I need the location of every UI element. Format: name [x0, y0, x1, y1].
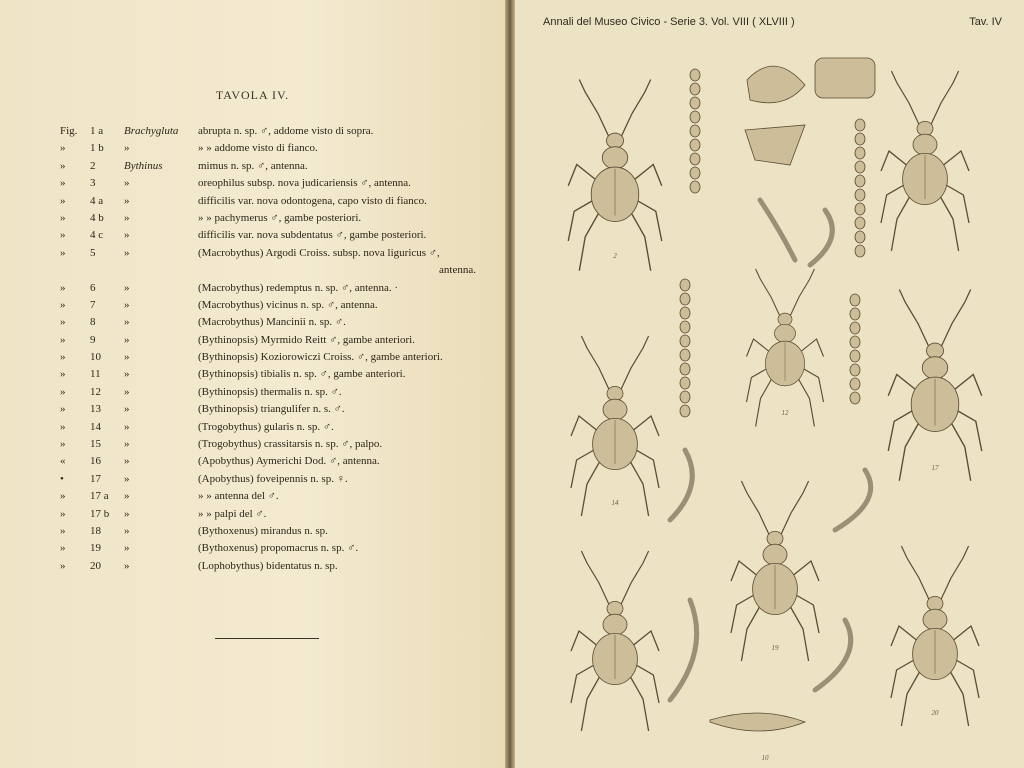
beetle-part — [633, 448, 659, 488]
legend-c3: » — [124, 298, 130, 311]
antenna-figure-2 — [690, 167, 700, 179]
legend-c4: (Bythinopsis) triangulifer n. s. ♂. — [198, 403, 345, 416]
beetle-part — [630, 211, 650, 271]
legend-c1: » — [60, 368, 66, 381]
beetle-part — [899, 290, 930, 350]
legend-row — [60, 334, 480, 351]
beetle-part — [939, 195, 958, 251]
beetle-part — [775, 324, 796, 342]
antenna-figure-17a — [850, 322, 860, 334]
legend-row — [60, 299, 480, 316]
legend-c2: 13 — [90, 403, 101, 416]
beetle-plate-illustration — [515, 0, 1024, 768]
beetle-part — [901, 670, 920, 726]
legend-c4: (Macrobythus) Mancinii n. sp. ♂. — [198, 316, 346, 329]
beetle-part — [620, 551, 649, 607]
legend-row — [60, 229, 480, 246]
beetle-figure-20 — [891, 546, 979, 726]
legend-c4: (Macrobythus) vicinus n. sp. ♂, antenna. — [198, 298, 378, 311]
beetle-part — [767, 531, 783, 545]
beetle-part — [747, 367, 770, 402]
beetle-part — [634, 199, 662, 242]
legend-c3: » — [124, 438, 130, 451]
antenna-figure-10 — [680, 391, 690, 403]
antenna-figure-2 — [690, 97, 700, 109]
legend-c3: » — [124, 351, 130, 364]
beetle-part — [579, 80, 610, 140]
antenna-figure-6 — [855, 161, 865, 173]
legend-c4: (Bythinopsis) Myrmido Reitt ♂, gambe anteriori. — [198, 333, 415, 346]
antenna-figure-6 — [855, 175, 865, 187]
legend-c1: Fig. — [60, 125, 78, 137]
antenna-figure-10 — [680, 279, 690, 291]
legend-c4: » » antenna del ♂. — [198, 490, 279, 503]
legend-c3: » — [124, 490, 130, 503]
leg-sketch-1 — [810, 210, 832, 265]
legend-c1: » — [60, 229, 66, 242]
beetle-part — [756, 269, 781, 318]
antenna-figure-10 — [680, 293, 690, 305]
legend-c1: » — [60, 211, 66, 224]
beetle-part — [798, 378, 815, 427]
antenna-figure-17a — [850, 308, 860, 320]
legend-c2: 8 — [90, 316, 96, 329]
legend-c2: 19 — [90, 542, 101, 555]
legend-c4: difficilis var. nova subdentatus ♂, gambe posteriori. — [198, 229, 427, 242]
legend-c3: » — [124, 559, 130, 572]
beetle-part — [579, 211, 599, 271]
legend-c1: » — [60, 177, 66, 190]
beetle-part — [949, 670, 968, 726]
antenna-figure-6 — [855, 203, 865, 215]
legend-c2: 18 — [90, 524, 101, 537]
legend-c4: mimus n. sp. ♂, antenna. — [198, 159, 308, 172]
legend-c3: » — [124, 385, 130, 398]
beetle-part — [881, 183, 907, 223]
legend-c4: (Lophobythus) bidentatus n. sp. — [198, 559, 338, 572]
legend-row — [60, 247, 480, 264]
beetle-part — [940, 546, 969, 602]
beetle-part — [603, 399, 627, 420]
legend-c4: (Bythinopsis) Koziorowiczi Croiss. ♂, gambe anteriori. — [198, 351, 443, 364]
figure-number: 14 — [611, 499, 619, 507]
figure-number: 19 — [771, 644, 779, 652]
beetle-part — [607, 386, 623, 400]
beetle-part — [756, 378, 773, 427]
legend-c3: » — [124, 281, 130, 294]
antenna-figure-17a — [850, 364, 860, 376]
antenna-figure-2 — [690, 83, 700, 95]
beetle-part — [607, 133, 624, 148]
beetle-part — [602, 147, 628, 169]
beetle-part — [891, 195, 910, 251]
legend-row — [60, 455, 480, 472]
legend-row — [60, 142, 480, 159]
legend-c3: » — [124, 542, 130, 555]
beetle-part — [620, 336, 649, 392]
legend-row — [60, 542, 480, 559]
antenna-figure-10 — [680, 307, 690, 319]
book-gutter — [505, 0, 515, 768]
legend-c2: 5 — [90, 246, 96, 259]
legend-c4: (Bythoxenus) propomacrus n. sp. ♂. — [198, 542, 359, 555]
legend-row — [60, 490, 480, 507]
beetle-part — [731, 593, 757, 633]
beetle-part — [888, 409, 916, 452]
legend-c2: 1 b — [90, 142, 104, 155]
beetle-part — [922, 357, 948, 379]
beetle-part — [891, 71, 920, 127]
legend-c2: 12 — [90, 385, 101, 398]
figure-number: 12 — [781, 409, 789, 417]
legend-row — [60, 160, 480, 177]
legend-c3: » — [124, 472, 130, 485]
legend-c4: (Macrobythus) redemptus n. sp. ♂, antenna. · — [198, 281, 399, 294]
antenna-figure-10 — [680, 349, 690, 361]
legend-c2: 17 a — [90, 490, 109, 503]
legend-c2: 3 — [90, 177, 96, 190]
legend-c1: » — [60, 385, 66, 398]
legend-c4: » » pachymerus ♂, gambe posteriori. — [198, 211, 362, 224]
antenna-figure-6 — [855, 147, 865, 159]
legend-row — [60, 195, 480, 212]
legend-c3: » — [124, 211, 130, 224]
leg-sketch-0 — [760, 200, 795, 260]
legend-c3: Brachygluta — [124, 125, 179, 137]
legend-c2: 4 a — [90, 194, 104, 207]
beetle-part — [581, 675, 600, 731]
beetle-part — [789, 605, 808, 661]
right-page — [515, 0, 1024, 768]
legend-c3: Bythinus — [124, 159, 163, 172]
legend-c2: 1 a — [90, 125, 104, 137]
legend-c2: 17 — [90, 472, 101, 485]
legend-c4: (Trogobythus) crassitarsis n. sp. ♂, palpo. — [198, 438, 383, 451]
beetle-part — [927, 343, 944, 358]
legend-c1: » — [60, 333, 66, 346]
beetle-part — [927, 596, 943, 610]
antenna-figure-10 — [680, 321, 690, 333]
legend-c1: » — [60, 420, 66, 433]
legend-c2: 4 b — [90, 211, 104, 224]
antenna-figure-2 — [690, 125, 700, 137]
legend-row — [60, 177, 480, 194]
legend-c2: 15 — [90, 438, 101, 451]
legend-c2: 4 c — [90, 229, 104, 242]
figure-legend — [60, 125, 480, 577]
antenna-figure-17a — [850, 294, 860, 306]
beetle-part — [780, 481, 809, 537]
legend-c4: (Bythinopsis) tibialis n. sp. ♂, gambe anteriori. — [198, 368, 406, 381]
beetle-part — [778, 313, 792, 326]
beetle-figure-2 — [881, 71, 969, 251]
legend-row — [60, 421, 480, 438]
antenna-figure-17a — [850, 350, 860, 362]
beetle-part — [793, 593, 819, 633]
antenna-figure-2 — [690, 181, 700, 193]
beetle-part — [954, 409, 982, 452]
beetle-part — [581, 551, 610, 607]
antenna-figure-10 — [680, 377, 690, 389]
legend-c4: (Bythinopsis) thermalis n. sp. ♂. — [198, 385, 342, 398]
beetle-figure-1 — [568, 80, 662, 271]
antenna-figure-10 — [680, 363, 690, 375]
legend-row — [60, 368, 480, 385]
legend-c2: 17 b — [90, 507, 110, 520]
beetle-part — [917, 121, 933, 135]
legend-c1: » — [60, 316, 66, 329]
beetle-part — [789, 269, 814, 318]
antenna-figure-17a — [850, 392, 860, 404]
beetle-part — [800, 367, 823, 402]
left-page — [0, 0, 505, 768]
legend-c4: (Trogobythus) gularis n. sp. ♂. — [198, 420, 334, 433]
legend-c1: » — [60, 142, 66, 155]
antenna-figure-6 — [855, 245, 865, 257]
legend-c1: » — [60, 159, 66, 172]
legend-c1: » — [60, 298, 66, 311]
legend-c2: 14 — [90, 420, 101, 433]
legend-c2: 11 — [90, 368, 101, 381]
beetle-part — [571, 663, 597, 703]
legend-c3: » — [124, 403, 130, 416]
legend-c1: » — [60, 351, 66, 364]
legend-c1: » — [60, 438, 66, 451]
beetle-part — [930, 71, 959, 127]
plate-title: TAVOLA IV. — [215, 88, 290, 102]
beetle-figure-19a — [571, 551, 659, 731]
leg-sketch-4 — [815, 620, 851, 690]
legend-c1: • — [60, 472, 64, 485]
legend-c2: 7 — [90, 298, 96, 311]
beetle-part — [899, 421, 919, 481]
figure-number: 17 — [931, 464, 939, 472]
legend-row — [60, 316, 480, 333]
closing-rule — [215, 638, 319, 639]
legend-c1: » — [60, 281, 66, 294]
beetle-part — [950, 421, 970, 481]
figure-number: 10 — [761, 754, 769, 762]
legend-c2: 16 — [90, 455, 101, 468]
legend-c3: » — [124, 368, 130, 381]
beetle-part — [943, 183, 969, 223]
beetle-part — [603, 614, 627, 635]
legend-c4: abrupta n. sp. ♂, addome visto di sopra. — [198, 125, 374, 137]
legend-c3: » — [124, 524, 130, 537]
beetle-part — [581, 460, 600, 516]
legend-c1: » — [60, 524, 66, 537]
beetle-part — [620, 80, 651, 140]
legend-row — [60, 508, 480, 525]
head-sketch-4a — [745, 125, 805, 165]
antenna-figure-2 — [690, 111, 700, 123]
beetle-figure-12 — [747, 269, 824, 427]
beetle-part — [901, 546, 930, 602]
beetle-part — [629, 675, 648, 731]
legend-c3: » — [124, 142, 130, 155]
antenna-figure-2 — [690, 153, 700, 165]
beetle-figure-14 — [571, 336, 659, 516]
beetle-part — [741, 605, 760, 661]
legend-c3: » — [124, 177, 130, 190]
beetle-part — [923, 609, 947, 630]
legend-c1: « — [60, 455, 66, 468]
antenna-figure-2 — [690, 139, 700, 151]
legend-row — [60, 351, 480, 368]
antenna-figure-6 — [855, 231, 865, 243]
legend-c1: » — [60, 246, 66, 259]
legend-c4: oreophilus subsp. nova judicariensis ♂, antenna. — [198, 177, 411, 190]
beetle-part — [741, 481, 770, 537]
leg-sketch-2 — [670, 450, 692, 520]
legend-row — [60, 403, 480, 420]
legend-c1: » — [60, 490, 66, 503]
legend-c3: » — [124, 316, 130, 329]
beetle-part — [607, 601, 623, 615]
legend-row — [60, 125, 480, 142]
legend-row — [60, 212, 480, 229]
legend-c4: (Macrobythus) Argodi Croiss. subsp. nova liguricus ♂, — [198, 246, 440, 259]
antenna-figure-6 — [855, 133, 865, 145]
legend-row — [60, 282, 480, 299]
figure-number: 2 — [613, 252, 617, 260]
legend-c4: » » palpi del ♂. — [198, 507, 267, 520]
beetle-part — [953, 658, 979, 698]
antenna-figure-6 — [855, 189, 865, 201]
legend-c1: » — [60, 559, 66, 572]
legend-c3: » — [124, 507, 130, 520]
legend-c4: (Bythoxenus) mirandus n. sp. — [198, 524, 328, 537]
legend-c1: » — [60, 542, 66, 555]
legend-c3: » — [124, 229, 130, 242]
beetle-part — [891, 658, 917, 698]
legend-c4: antenna. — [439, 264, 476, 277]
figure-10-sketch — [710, 713, 805, 731]
beetle-part — [629, 460, 648, 516]
beetle-figure-19 — [731, 481, 819, 661]
legend-row — [60, 560, 480, 577]
antenna-figure-6 — [855, 217, 865, 229]
abdomen-sketch-1a — [815, 58, 875, 98]
legend-c3: » — [124, 420, 130, 433]
leg-sketch-3 — [835, 470, 871, 530]
legend-c2: 2 — [90, 159, 96, 172]
legend-c4: difficilis var. nova odontogena, capo visto di fianco. — [198, 194, 427, 207]
legend-row — [60, 473, 480, 490]
beetle-part — [633, 663, 659, 703]
legend-c3: » — [124, 194, 130, 207]
antenna-figure-10 — [680, 405, 690, 417]
figure-number: 20 — [931, 709, 939, 717]
beetle-part — [763, 544, 787, 565]
antenna-figure-2 — [690, 69, 700, 81]
antenna-figure-17a — [850, 336, 860, 348]
beetle-part — [940, 290, 971, 350]
antenna-figure-17a — [850, 378, 860, 390]
antenna-figure-10 — [680, 335, 690, 347]
legend-c3: » — [124, 455, 130, 468]
legend-c2: 10 — [90, 351, 101, 364]
legend-c4: (Apobythus) Aymerichi Dod. ♂, antenna. — [198, 455, 380, 468]
abdomen-sketch-1b — [747, 66, 805, 103]
legend-c2: 6 — [90, 281, 96, 294]
legend-c2: 9 — [90, 333, 96, 346]
beetle-part — [571, 448, 597, 488]
legend-c2: 20 — [90, 559, 101, 572]
antenna-figure-6 — [855, 119, 865, 131]
beetle-figure-17 — [888, 290, 982, 481]
legend-c1: » — [60, 194, 66, 207]
legend-row — [60, 525, 480, 542]
leg-sketch-5 — [670, 600, 697, 700]
journal-title: Annali del Museo Civico - Serie 3. Vol. VIII ( XLVIII ) — [543, 16, 795, 28]
legend-row — [60, 264, 480, 281]
plate-label: Tav. IV — [969, 16, 1002, 28]
legend-c3: » — [124, 246, 130, 259]
legend-c1: » — [60, 507, 66, 520]
beetle-part — [581, 336, 610, 392]
legend-row — [60, 438, 480, 455]
legend-c4: (Apobythus) foveipennis n. sp. ♀. — [198, 472, 348, 485]
beetle-part — [913, 134, 937, 155]
legend-c1: » — [60, 403, 66, 416]
beetle-part — [568, 199, 596, 242]
legend-c3: » — [124, 333, 130, 346]
legend-c4: » » addome visto di fianco. — [198, 142, 318, 155]
legend-row — [60, 386, 480, 403]
